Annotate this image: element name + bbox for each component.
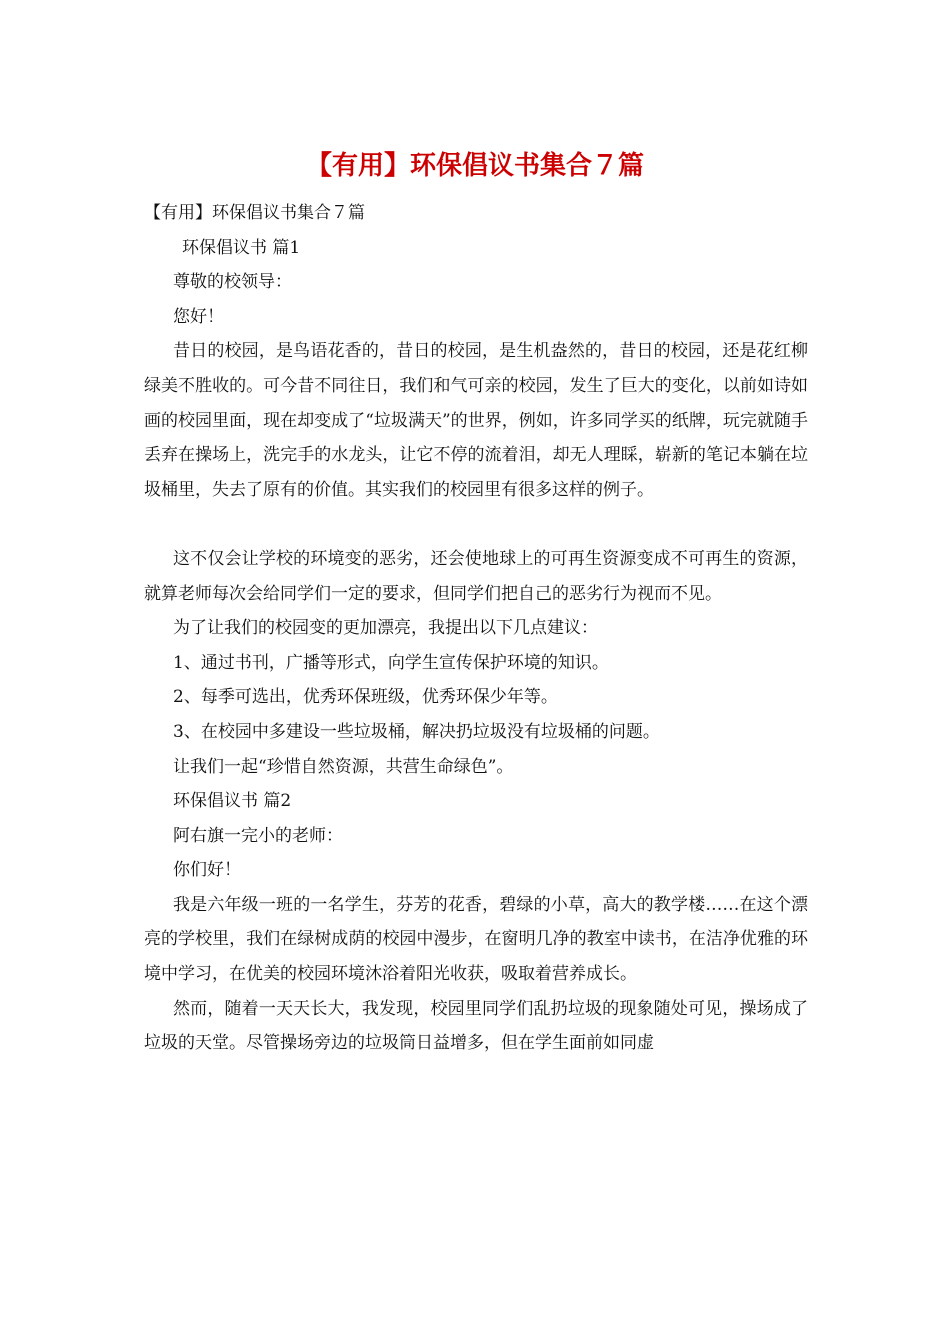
subtitle-line: 【有用】环保倡议书集合７篇 xyxy=(144,203,365,223)
paragraph: 昔日的校园，是鸟语花香的，昔日的校园，是生机盎然的，昔日的校园，还是花红柳绿美不胜收的。可今昔不同往日，我们和气可亲的校园，发生了巨大的变化，以前如诗如画的校园里面，现在却变成了“垃圾满天”的世界，例如，许多同学买的纸牌，玩完就随手丢弃在操场上，洗完手的水龙头，让它不停的流着泪，却无人理睬，崭新的笔记本躺在垃圾桶里，失去了原有的价值。其实我们的校园里有很多这样的例子。 xyxy=(144,341,808,500)
paragraph: 然而，随着一天天长大，我发现，校园里同学们乱扔垃圾的现象随处可见，操场成了垃圾的天堂。尽管操场旁边的垃圾筒日益增多，但在学生面前如同虚 xyxy=(144,998,808,1054)
list-item: 1、通过书刊，广播等形式，向学生宣传保护环境的知识。 xyxy=(173,652,609,673)
greeting: 您好！ xyxy=(173,306,224,327)
list-item: 3、在校园中多建设一些垃圾桶，解决扔垃圾没有垃圾桶的问题。 xyxy=(173,721,660,742)
list-item: 2、每季可选出，优秀环保班级，优秀环保少年等。 xyxy=(173,687,558,708)
salutation: 阿右旗一完小的老师： xyxy=(173,825,343,846)
salutation: 尊敬的校领导： xyxy=(173,272,292,293)
paragraph-gap xyxy=(144,507,808,542)
greeting: 你们好！ xyxy=(173,860,241,881)
paragraph: 我是六年级一班的一名学生，芬芳的花香，碧绿的小草，高大的教学楼……在这个漂亮的学校里，我们在绿树成荫的校园中漫步，在窗明几净的教室中读书，在洁净优雅的环境中学习，在优美的校园环境沐浴着阳光收获，吸取着营养成长。 xyxy=(144,894,808,985)
paragraph: 让我们一起“珍惜自然资源，共营生命绿色”。 xyxy=(173,756,514,777)
section-heading-1: 环保倡议书 篇1 xyxy=(182,237,301,258)
document-body xyxy=(144,196,808,1061)
section-heading-2: 环保倡议书 篇2 xyxy=(173,791,292,812)
paragraph: 为了让我们的校园变的更加漂亮，我提出以下几点建议： xyxy=(173,618,598,639)
paragraph: 这不仅会让学校的环境变的恶劣，还会使地球上的可再生资源变成不可再生的资源，就算老师每次会给同学们一定的要求，但同学们把自己的恶劣行为视而不见。 xyxy=(144,548,808,604)
document-title: 【有用】环保倡议书集合７篇 xyxy=(305,151,644,181)
